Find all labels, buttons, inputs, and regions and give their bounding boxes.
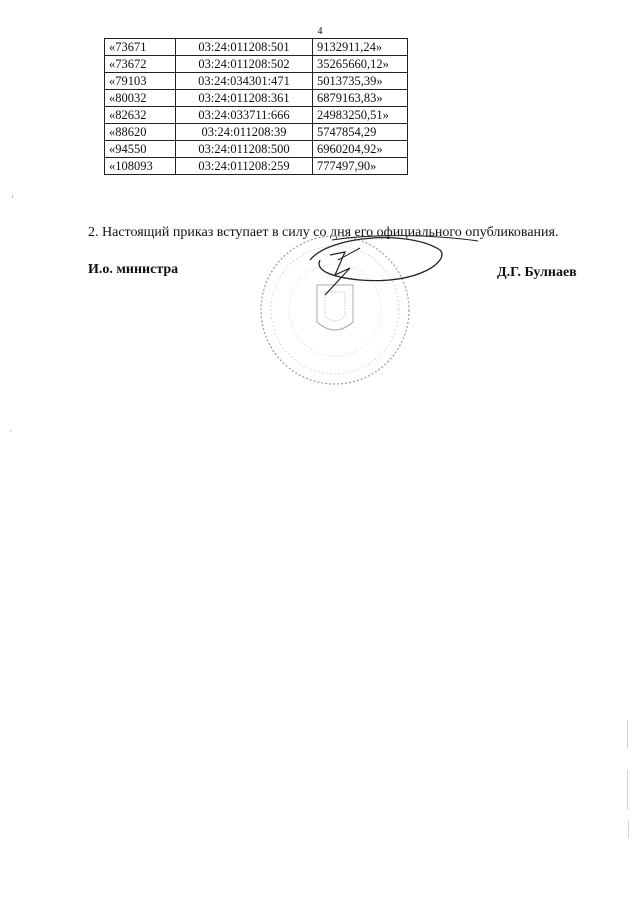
cadastral-number-cell: 03:24:033711:666 bbox=[176, 107, 313, 124]
clause-2-text: 2. Настоящий приказ вступает в силу со дня его официального опубликования. bbox=[88, 225, 559, 240]
cadastral-value-cell: 35265660,12» bbox=[313, 56, 408, 73]
cadastral-value-cell: 6879163,83» bbox=[313, 90, 408, 107]
row-number-cell: «108093 bbox=[105, 158, 176, 175]
row-number-cell: «80032 bbox=[105, 90, 176, 107]
cadastral-value-cell: 9132911,24» bbox=[313, 39, 408, 56]
row-number-cell: «88620 bbox=[105, 124, 176, 141]
cadastral-number-cell: 03:24:011208:500 bbox=[176, 141, 313, 158]
cadastral-number-cell: 03:24:011208:501 bbox=[176, 39, 313, 56]
cadastral-number-cell: 03:24:011208:259 bbox=[176, 158, 313, 175]
cadastral-number-cell: 03:24:011208:502 bbox=[176, 56, 313, 73]
row-number-cell: «79103 bbox=[105, 73, 176, 90]
cadastral-number-cell: 03:24:034301:471 bbox=[176, 73, 313, 90]
cadastral-number-cell: 03:24:011208:361 bbox=[176, 90, 313, 107]
cadastral-value-cell: 24983250,51» bbox=[313, 107, 408, 124]
cadastral-value-cell: 5013735,39» bbox=[313, 73, 408, 90]
cadastral-value-cell: 6960204,92» bbox=[313, 141, 408, 158]
cadastral-value-cell: 777497,90» bbox=[313, 158, 408, 175]
row-number-cell: «94550 bbox=[105, 141, 176, 158]
page-number: 4 bbox=[317, 26, 323, 37]
cadastral-number-cell: 03:24:011208:39 bbox=[176, 124, 313, 141]
signer-name: Д.Г. Булнаев bbox=[497, 265, 577, 280]
signer-title: И.о. министра bbox=[88, 262, 179, 277]
row-number-cell: «73671 bbox=[105, 39, 176, 56]
row-number-cell: «73672 bbox=[105, 56, 176, 73]
row-number-cell: «82632 bbox=[105, 107, 176, 124]
cadastral-value-cell: 5747854,29 bbox=[313, 124, 408, 141]
